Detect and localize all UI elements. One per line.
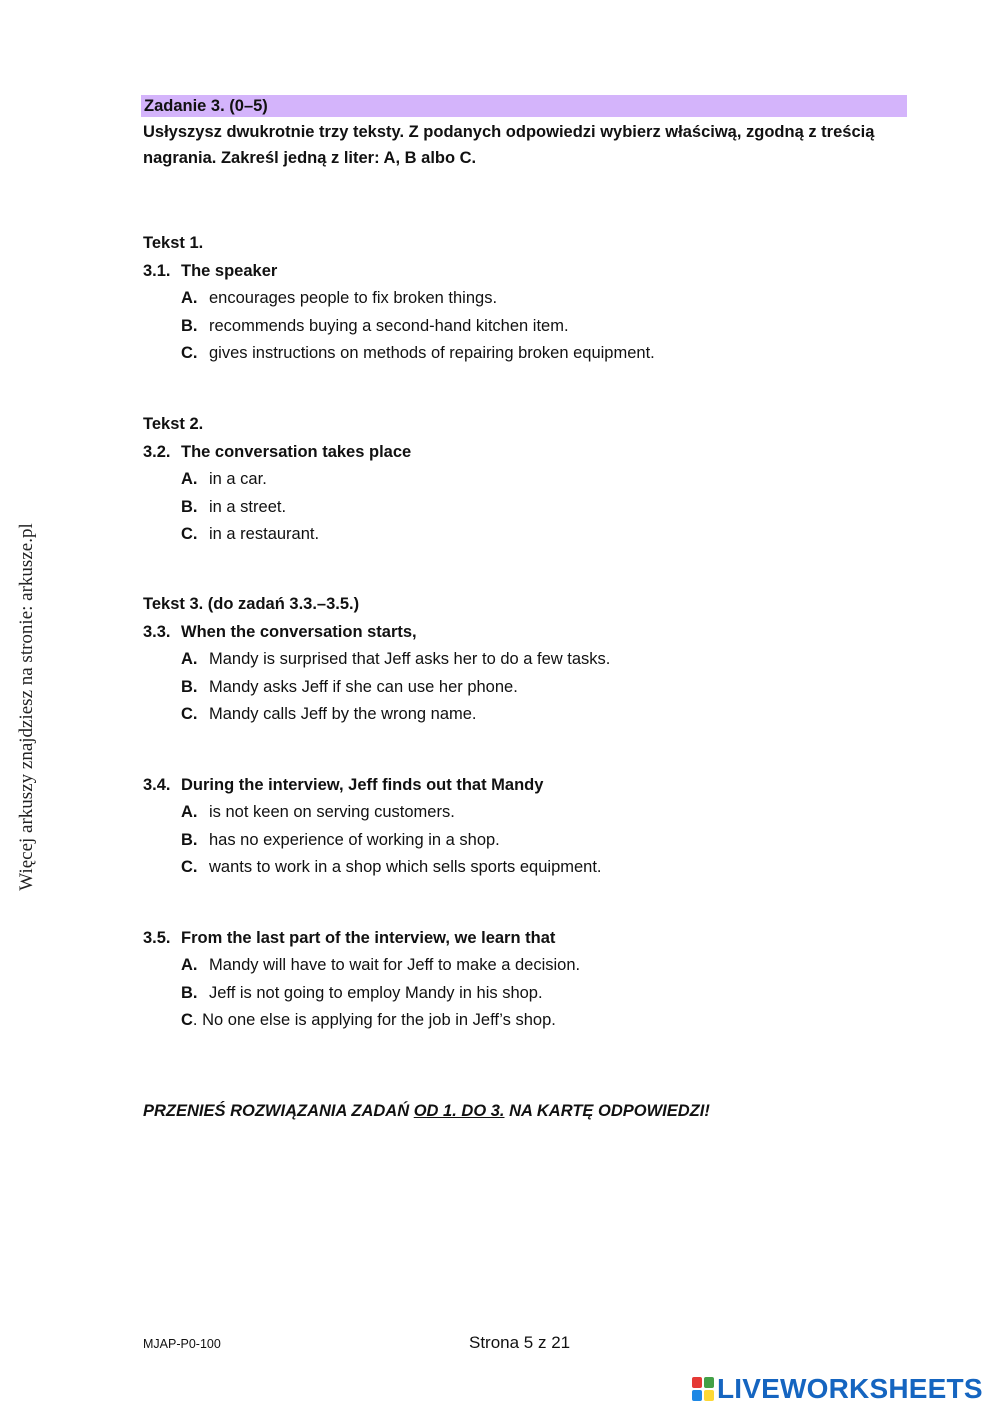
option-text: is not keen on serving customers. bbox=[209, 803, 455, 821]
question-stem: When the conversation starts, bbox=[181, 623, 417, 641]
question-stem: The conversation takes place bbox=[181, 443, 412, 461]
option-letter: B. bbox=[181, 677, 198, 696]
transfer-text-before: PRZENIEŚ ROZWIĄZANIA ZADAŃ bbox=[143, 1102, 414, 1120]
question-3-1 bbox=[143, 257, 903, 285]
transfer-text-after: NA KARTĘ ODPOWIEDZI! bbox=[504, 1102, 710, 1120]
option-text: Mandy is surprised that Jeff asks her to do a few tasks. bbox=[209, 650, 611, 668]
liveworksheets-logo[interactable] bbox=[692, 1374, 983, 1404]
option-text: in a street. bbox=[209, 497, 287, 516]
option-c[interactable] bbox=[143, 701, 903, 729]
option-letter: B. bbox=[181, 830, 198, 849]
question-stem: From the last part of the interview, we learn that bbox=[181, 929, 556, 947]
question-block-3-5 bbox=[143, 924, 903, 1035]
option-letter: A. bbox=[181, 803, 198, 821]
question-3-4 bbox=[143, 771, 903, 799]
question-block-3-4 bbox=[143, 771, 903, 882]
section-text-2 bbox=[143, 410, 903, 549]
footer-exam-code: MJAP-P0-100 bbox=[143, 1337, 221, 1351]
option-letter: B. bbox=[181, 983, 198, 1002]
option-text: in a car. bbox=[209, 470, 267, 488]
option-letter: C. bbox=[181, 344, 198, 363]
question-stem: The speaker bbox=[181, 262, 278, 280]
option-text: in a restaurant. bbox=[209, 525, 320, 544]
option-letter: B. bbox=[181, 316, 198, 335]
option-a[interactable] bbox=[143, 799, 903, 827]
section-title: Tekst 1. bbox=[143, 234, 204, 252]
task-instruction: Usłyszysz dwukrotnie trzy teksty. Z podanych odpowiedzi wybierz właściwą, zgodną z treścią nagrania. Zakreśl jedną z liter: A, B albo C. bbox=[143, 123, 875, 167]
option-b[interactable] bbox=[143, 494, 903, 522]
question-number: 3.1. bbox=[143, 262, 171, 280]
liveworksheets-logo-text: LIVEWORKSHEETS bbox=[717, 1373, 983, 1404]
question-number: 3.2. bbox=[143, 443, 171, 461]
option-a[interactable] bbox=[143, 646, 903, 674]
option-letter: A. bbox=[181, 470, 198, 488]
option-text: gives instructions on methods of repairing broken equipment. bbox=[209, 344, 655, 363]
option-b[interactable] bbox=[143, 827, 903, 855]
question-3-3 bbox=[143, 618, 903, 646]
option-a[interactable] bbox=[143, 466, 903, 494]
option-text: encourages people to fix broken things. bbox=[209, 289, 498, 307]
section-text-3 bbox=[143, 590, 903, 729]
section-title: Tekst 2. bbox=[143, 415, 204, 433]
option-letter: C. bbox=[181, 525, 198, 544]
liveworksheets-logo-icon bbox=[692, 1377, 714, 1401]
option-letter: C. bbox=[181, 705, 198, 724]
option-a[interactable] bbox=[143, 285, 903, 313]
option-b[interactable] bbox=[143, 313, 903, 341]
task-title: Zadanie 3. (0–5) bbox=[141, 95, 907, 117]
option-text: Mandy asks Jeff if she can use her phone. bbox=[209, 677, 518, 696]
option-letter: C. bbox=[181, 858, 198, 877]
option-letter: B. bbox=[181, 497, 198, 516]
option-text: recommends buying a second-hand kitchen item. bbox=[209, 316, 569, 335]
option-letter: C bbox=[181, 1011, 193, 1030]
option-c[interactable] bbox=[143, 340, 903, 368]
option-letter: A. bbox=[181, 956, 198, 974]
question-3-2 bbox=[143, 438, 903, 466]
side-watermark-text: Więcej arkuszy znajdziesz na stronie: arkusze.pl bbox=[16, 523, 37, 891]
option-text: wants to work in a shop which sells sports equipment. bbox=[209, 858, 602, 877]
footer-page-number: Strona 5 z 21 bbox=[469, 1333, 571, 1352]
option-c[interactable] bbox=[143, 521, 903, 549]
option-b[interactable] bbox=[143, 980, 903, 1008]
transfer-instruction bbox=[143, 1099, 923, 1123]
question-3-5 bbox=[143, 924, 903, 952]
section-text-1 bbox=[143, 229, 903, 368]
option-letter: A. bbox=[181, 289, 198, 307]
question-number: 3.3. bbox=[143, 623, 171, 641]
option-text: . No one else is applying for the job in Jeff’s shop. bbox=[192, 1011, 556, 1030]
option-text: has no experience of working in a shop. bbox=[209, 830, 500, 849]
question-stem: During the interview, Jeff finds out that Mandy bbox=[181, 776, 544, 794]
option-b[interactable] bbox=[143, 674, 903, 702]
option-letter: A. bbox=[181, 650, 198, 668]
option-a[interactable] bbox=[143, 952, 903, 980]
section-title: Tekst 3. (do zadań 3.3.–3.5.) bbox=[143, 595, 360, 613]
question-number: 3.4. bbox=[143, 776, 171, 794]
option-c[interactable] bbox=[143, 1007, 903, 1035]
option-text: Jeff is not going to employ Mandy in his shop. bbox=[209, 983, 543, 1002]
option-text: Mandy will have to wait for Jeff to make a decision. bbox=[209, 956, 581, 974]
option-text: Mandy calls Jeff by the wrong name. bbox=[209, 705, 477, 724]
option-c[interactable] bbox=[143, 854, 903, 882]
question-number: 3.5. bbox=[143, 929, 171, 947]
transfer-text-underlined: OD 1. DO 3. bbox=[413, 1102, 505, 1120]
